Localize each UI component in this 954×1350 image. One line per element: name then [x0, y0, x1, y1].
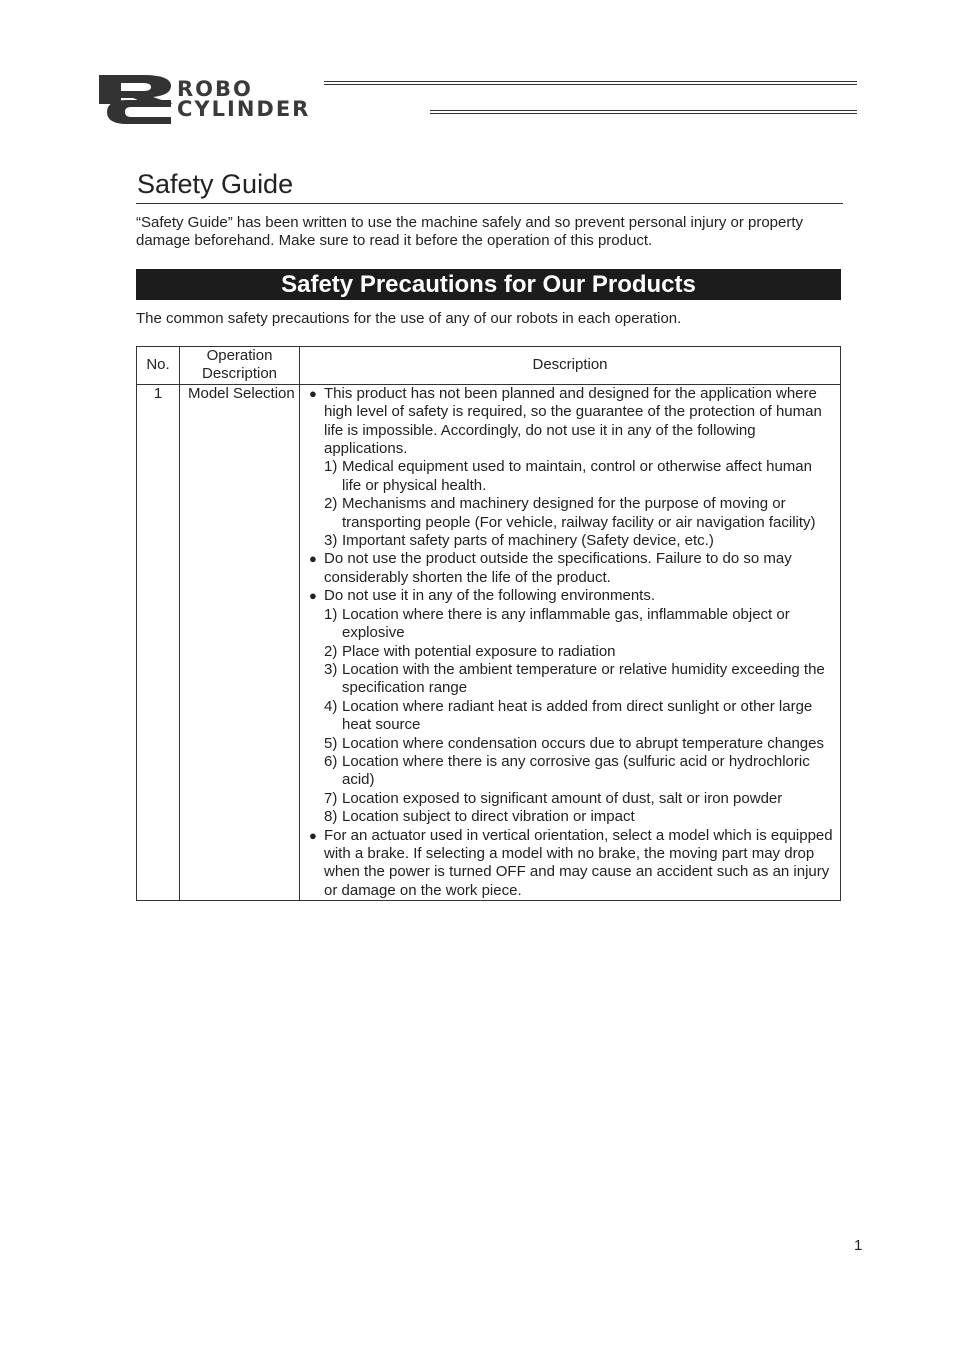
sub-item-number: 6): [324, 752, 338, 770]
sub-item-text: Location subject to direct vibration or impact: [342, 808, 635, 826]
sub-item: [309, 753, 834, 790]
section-subtitle: The common safety precautions for the use of any of our robots in each operation.: [136, 310, 682, 327]
header-operation: Operation Description: [180, 347, 300, 385]
logo-rule-top: [324, 81, 857, 85]
robo-cylinder-logo: [97, 73, 857, 125]
sub-item-number: 3): [324, 532, 338, 550]
sub-item-number: 8): [324, 808, 338, 826]
sub-item-number: 2): [324, 495, 338, 513]
row-number: 1: [137, 384, 180, 900]
sub-item-text: Mechanisms and machinery designed for the purpose of moving or transporting people (For vehicle, railway facility or air navigation facility): [342, 495, 816, 531]
bullet-item: ● For an actuator used in vertical orientation, select a model which is equipped with a brake. If selecting a model with no brake, the moving part may drop when the power is turned OFF and may cause an accident such as an injury or damage on the work piece.: [309, 827, 834, 901]
sub-item: [309, 643, 834, 661]
sub-item-text: Location with the ambient temperature or relative humidity exceeding the specification range: [342, 660, 825, 697]
row-description: [300, 384, 841, 900]
header-no: No.: [137, 347, 180, 385]
safety-precautions-table: [136, 346, 841, 901]
sub-item: [309, 661, 834, 698]
bullet-item: ● Do not use the product outside the specifications. Failure to do so may considerably shorten the life of the product.: [309, 550, 834, 587]
rc-logo-mark-icon: [97, 73, 175, 125]
sub-item-number: 3): [324, 660, 338, 678]
sub-item-number: 5): [324, 734, 338, 752]
sub-item-text: Location where there is any corrosive gas (sulfuric acid or hydrochloric acid): [342, 752, 810, 789]
page-number: 1: [854, 1237, 863, 1254]
sub-item-number: 1): [324, 458, 338, 476]
sub-item: [309, 735, 834, 753]
sub-item: [309, 698, 834, 735]
table-header-row: [137, 347, 841, 385]
row-operation: Model Selection: [180, 384, 300, 900]
sub-item-text: Important safety parts of machinery (Safety device, etc.): [342, 532, 714, 550]
title-divider: [136, 203, 843, 204]
bullet-item: ● This product has not been planned and designed for the application where high level of safety is required, so the guarantee of the protection of human life is impossible. Accordingly, do not use it in any of the following applications.: [309, 385, 834, 459]
logo-rule-bottom: [430, 110, 857, 114]
sub-item: [309, 606, 834, 643]
page-title: Safety Guide: [137, 169, 294, 199]
sub-item-text: Place with potential exposure to radiation: [342, 642, 616, 660]
logo-text-robo: ROBO: [177, 77, 253, 101]
sub-item-number: 7): [324, 789, 338, 807]
sub-item-text: Medical equipment used to maintain, control or otherwise affect human life or physical health.: [342, 458, 812, 494]
intro-paragraph: “Safety Guide” has been written to use the machine safely and so prevent personal injury or property damage beforehand. Make sure to read it before the operation of this product.: [136, 214, 804, 249]
bullet-item: ● Do not use it in any of the following environments.: [309, 587, 834, 605]
logo-text-cylinder: CYLINDER: [177, 97, 311, 121]
sub-item-number: 2): [324, 642, 338, 660]
sub-item: [309, 458, 834, 495]
sub-item-number: 4): [324, 697, 338, 715]
sub-item-text: Location where there is any inflammable gas, inflammable object or explosive: [342, 605, 790, 642]
sub-item-text: Location where condensation occurs due to abrupt temperature changes: [342, 734, 824, 752]
sub-item-number: 1): [324, 605, 338, 623]
header-description: Description: [300, 347, 841, 385]
sub-item: [309, 495, 834, 532]
sub-item-text: Location exposed to significant amount of dust, salt or iron powder: [342, 789, 783, 807]
sub-item: [309, 790, 834, 808]
sub-item: [309, 532, 834, 550]
section-banner: Safety Precautions for Our Products: [136, 269, 841, 300]
sub-item-text: Location where radiant heat is added from direct sunlight or other large heat source: [342, 697, 813, 734]
table-row: [137, 384, 841, 900]
sub-item: [309, 808, 834, 826]
